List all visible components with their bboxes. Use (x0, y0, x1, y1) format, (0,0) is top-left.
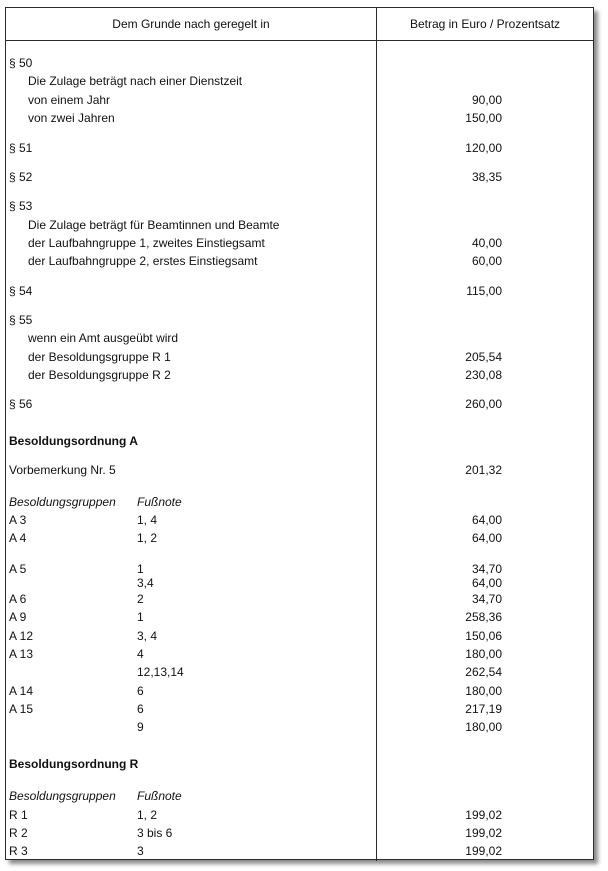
table-row (6, 395, 593, 413)
amount-value: 90,00 (471, 93, 502, 107)
regulation-text: der Besoldungsgruppe R 2 (28, 368, 171, 382)
regulation-text: A 3 (9, 513, 27, 527)
table-row (6, 72, 593, 90)
amount-value: 64,00 (471, 576, 502, 590)
footnote-text: 1, 2 (137, 531, 158, 545)
regulation-text: A 5 (9, 562, 27, 576)
amount-value: 150,06 (465, 629, 502, 643)
table-row (6, 806, 593, 824)
table-row (6, 608, 593, 626)
amount-value: 150,00 (465, 111, 502, 125)
table-row (6, 366, 593, 384)
footnote-text: 1 (137, 562, 144, 576)
amount-value: 120,00 (465, 141, 502, 155)
table-row (6, 234, 593, 252)
table-row (6, 718, 593, 736)
regulation-text: § 55 (9, 313, 33, 327)
regulation-text: A 15 (9, 702, 34, 716)
footnote-text: 6 (137, 702, 144, 716)
footnote-text: 1 (137, 610, 144, 624)
amount-value: 205,54 (465, 350, 502, 364)
amount-value: 180,00 (465, 647, 502, 661)
table-row (6, 282, 593, 300)
header-divider (6, 40, 593, 41)
regulation-text: von zwei Jahren (28, 111, 115, 125)
regulation-text: Die Zulage beträgt nach einer Dienstzeit (28, 74, 243, 88)
table-row (6, 682, 593, 700)
column-subheader-row (6, 787, 593, 805)
regulation-text: R 1 (9, 808, 28, 822)
footnote-text: Fußnote (137, 789, 182, 803)
table-row (6, 842, 593, 860)
regulation-text: A 13 (9, 647, 34, 661)
regulation-text: R 2 (9, 826, 28, 840)
table-row (6, 168, 593, 186)
regulation-text: Die Zulage beträgt für Beamtinnen und Beamte (28, 218, 280, 232)
regulation-text: von einem Jahr (28, 93, 111, 107)
table-row (6, 511, 593, 529)
amount-value: 199,02 (465, 844, 502, 858)
amount-value: 34,70 (471, 592, 502, 606)
amount-value: 199,02 (465, 808, 502, 822)
footnote-text: 3 bis 6 (137, 826, 173, 840)
regulation-text: Besoldungsgruppen (9, 495, 116, 509)
amount-value: 180,00 (465, 684, 502, 698)
regulation-text: § 52 (9, 170, 33, 184)
regulation-text: A 12 (9, 629, 34, 643)
amount-value: 201,32 (465, 463, 502, 477)
regulation-text: Besoldungsordnung R (9, 757, 139, 771)
amount-value: 64,00 (471, 531, 502, 545)
table-row (6, 216, 593, 234)
footnote-text: 3 (137, 844, 144, 858)
amount-value: 230,08 (465, 368, 502, 382)
amount-value: 260,00 (465, 397, 502, 411)
document-page (5, 7, 594, 860)
regulation-text: R 3 (9, 844, 28, 858)
table-row (6, 252, 593, 270)
table-row (6, 197, 593, 215)
regulation-text: § 53 (9, 199, 33, 213)
table-row (6, 139, 593, 157)
table-row (6, 54, 593, 72)
regulation-text: A 4 (9, 531, 27, 545)
table-row (6, 824, 593, 842)
footnote-text: 9 (137, 720, 144, 734)
table-row (6, 348, 593, 366)
regulation-text: Besoldungsgruppen (9, 789, 116, 803)
table-row (6, 311, 593, 329)
amount-value: 34,70 (471, 562, 502, 576)
regulation-text: § 50 (9, 56, 33, 70)
footnote-text: 6 (137, 684, 144, 698)
footnote-text: 2 (137, 592, 144, 606)
regulation-text: A 9 (9, 610, 27, 624)
table-row (6, 329, 593, 347)
table-row (6, 663, 593, 681)
regulation-text: wenn ein Amt ausgeübt wird (28, 331, 179, 345)
regulation-text: A 14 (9, 684, 34, 698)
footnote-text: 3,4 (137, 576, 154, 590)
regulation-text: § 54 (9, 284, 33, 298)
amount-value: 258,36 (465, 610, 502, 624)
regulation-text: A 6 (9, 592, 27, 606)
footnote-text: 4 (137, 647, 144, 661)
footnote-text: 1, 2 (137, 808, 158, 822)
amount-value: 180,00 (465, 720, 502, 734)
table-row (6, 645, 593, 663)
table-row (6, 109, 593, 127)
amount-value: 60,00 (471, 254, 502, 268)
footnote-text: 12,13,14 (137, 665, 184, 679)
table-row (6, 627, 593, 645)
table-row (6, 590, 593, 608)
column-header-regulation: Dem Grunde nach geregelt in (112, 17, 270, 31)
footnote-text: Fußnote (137, 495, 182, 509)
amount-value: 64,00 (471, 513, 502, 527)
regulation-text: § 56 (9, 397, 33, 411)
section-heading (6, 432, 593, 450)
footnote-text: 3, 4 (137, 629, 158, 643)
table-row (6, 461, 593, 479)
amount-value: 38,35 (471, 170, 502, 184)
regulation-text: der Laufbahngruppe 1, zweites Einstiegsamt (28, 236, 265, 250)
column-subheader-row (6, 493, 593, 511)
amount-value: 262,54 (465, 665, 502, 679)
amount-value: 199,02 (465, 826, 502, 840)
footnote-text: 1, 4 (137, 513, 158, 527)
column-header-amount: Betrag in Euro / Prozentsatz (409, 17, 561, 31)
table-row (6, 529, 593, 547)
amount-value: 115,00 (466, 284, 502, 298)
table-row (6, 91, 593, 109)
table-row (6, 700, 593, 718)
regulation-text: Besoldungsordnung A (9, 434, 138, 448)
amount-value: 217,19 (465, 702, 502, 716)
regulation-text: § 51 (9, 141, 33, 155)
section-heading (6, 755, 593, 773)
amount-value: 40,00 (471, 236, 502, 250)
regulation-text: der Besoldungsgruppe R 1 (28, 350, 171, 364)
regulation-text: Vorbemerkung Nr. 5 (9, 463, 116, 477)
regulation-text: der Laufbahngruppe 2, erstes Einstiegsamt (28, 254, 258, 268)
